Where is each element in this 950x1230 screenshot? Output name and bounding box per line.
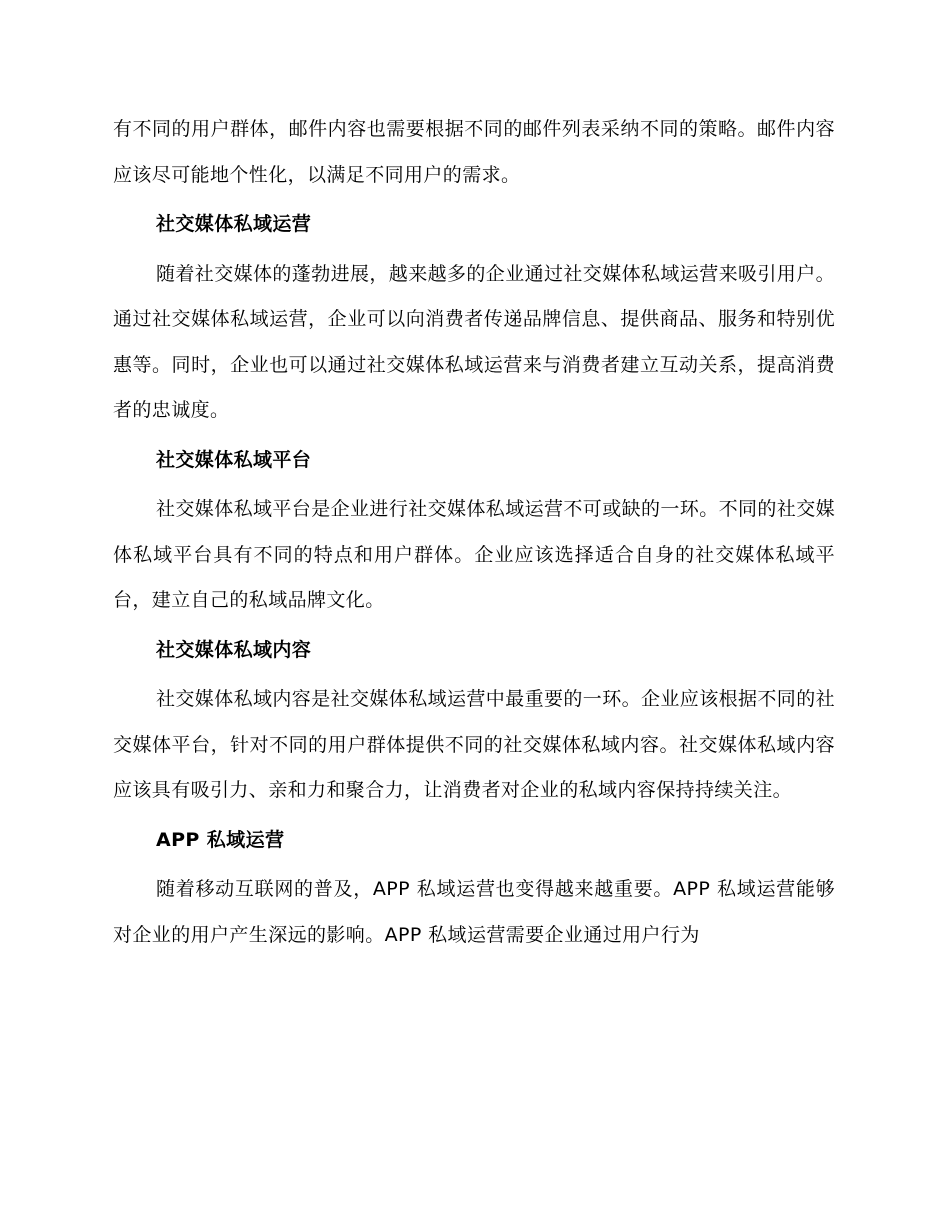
document-page <box>113 107 835 962</box>
paragraph-app-private-operations: 随着移动互联网的普及，APP 私域运营也变得越来越重要。APP 私域运营能够对企业的用户产生深远的影响。APP 私域运营需要企业通过用户行为 <box>113 878 835 946</box>
heading-app-private-operations: APP 私域运营 <box>156 828 285 851</box>
paragraph-email-content-continued: 有不同的用户群体，邮件内容也需要根据不同的邮件列表采纳不同的策略。邮件内容应该尽可能地个性化，以满足不同用户的需求。 <box>113 118 835 186</box>
heading-social-media-private-content: 社交媒体私域内容 <box>156 638 312 661</box>
heading-social-media-private-operations: 社交媒体私域运营 <box>156 213 312 235</box>
heading-social-media-private-platform: 社交媒体私域平台 <box>156 448 312 471</box>
paragraph-social-media-private-content: 社交媒体私域内容是社交媒体私域运营中最重要的一环。企业应该根据不同的社交媒体平台，针对不同的用户群体提供不同的社交媒体私域内容。社交媒体私域内容应该具有吸引力、亲和力和聚合力，让消费者对企业的私域内容保持持续关注。 <box>113 688 836 801</box>
paragraph-social-media-private-operations: 随着社交媒体的蓬勃进展，越来越多的企业通过社交媒体私域运营来吸引用户。通过社交媒体私域运营，企业可以向消费者传递品牌信息、提供商品、服务和特别优惠等。同时，企业也可以通过社交媒体私域运营来与消费者建立互动关系，提高消费者的忠诚度。 <box>113 262 836 421</box>
paragraph-social-media-private-platform: 社交媒体私域平台是企业进行社交媒体私域运营不可或缺的一环。不同的社交媒体私域平台具有不同的特点和用户群体。企业应该选择适合自身的社交媒体私域平台，建立自己的私域品牌文化。 <box>113 498 836 611</box>
